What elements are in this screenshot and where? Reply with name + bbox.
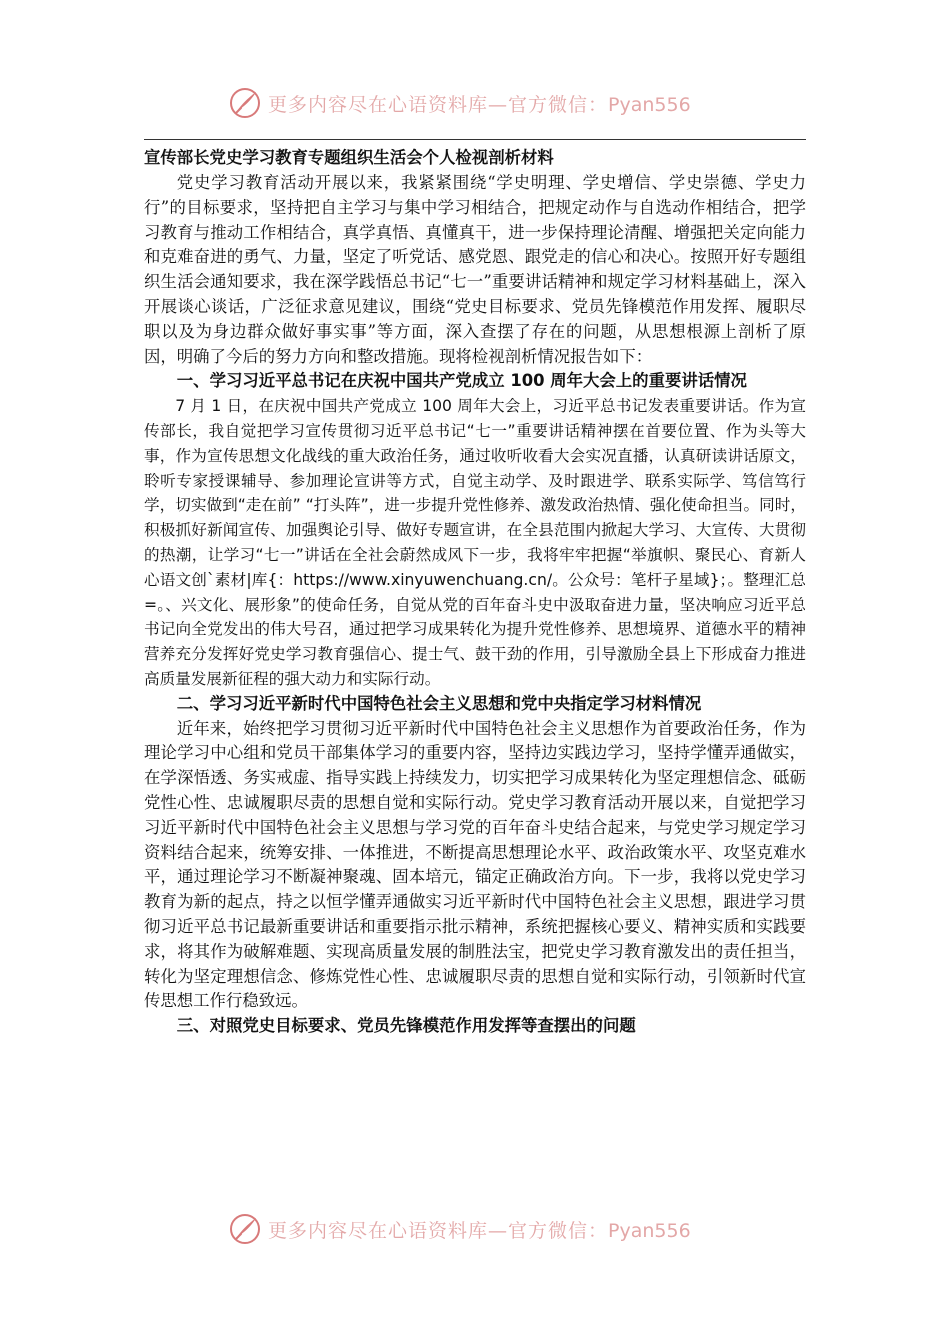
document-title: 宣传部长党史学习教育专题组织生活会个人检视剖析材料 [144,148,554,167]
document-body [144,145,806,1039]
banner-text: 更多内容尽在心语资料库—官方微信：Pyan556 [268,1219,691,1242]
section1-paragraph: 7 月 1 日，在庆祝中国共产党成立 100 周年大会上，习近平总书记发表重要讲话。作为宣传部长，我自觉把学习宣传贯彻习近平总书记“七一”重要讲话精神摆在首要位置、作为头等大事，作为宣传思想文化战线的重大政治任务，通过收听收看大会实况直播，认真研读讲话原文，聆听专家授课辅导、参加理论宣讲等方式，自觉主动学、及时跟进学、联系实际学、笃信笃行学，切实做到“走在前” “打头阵”，进一步提升党性修养、激发政治热情、强化使命担当。同时，积极抓好新闻宣传、加强舆论引导、做好专题宣讲，在全县范围内掀起大学习、大宣传、大贯彻的热潮，让学习“七一”讲话在全社会蔚然成风下一步，我将牢牢把握“举旗帜、聚民心、育新人心语文创`素材|库{：https://www.xinyuwenchuang.cn/。公众号：笔杆子星域}；。整理汇总=。、兴文化、展形象”的使命任务，自觉从党的百年奋斗史中汲取奋进力量，坚决响应习近平总书记向全党发出的伟大号召，通过把学习成果转化为提升党性修养、思想境界、道德水平的精神营养充分发挥好党史学习教育强信心、提士气、鼓干劲的作用，引导激励全县上下形成奋力推进高质量发展新征程的强大动力和实际行动。 [144,397,806,688]
quill-pen-icon [228,86,262,120]
section2-heading: 二、学习习近平新时代中国特色社会主义思想和党中央指定学习材料情况 [176,693,702,713]
quill-pen-icon [228,1212,262,1246]
section1-heading: 一、学习习近平总书记在庆祝中国共产党成立 100 周年大会上的重要讲话情况 [176,371,747,391]
intro-paragraph: 党史学习教育活动开展以来，我紧紧围绕“学史明理、学史增信、学史崇德、学史力行”的目标要求，坚持把自主学习与集中学习相结合，把规定动作与自选动作相结合，把学习教育与推动工作相结合，真学真悟、真懂真干，进一步保持理论清醒、增强把关定向能力和克难奋进的勇气、力量，坚定了听党话、感党恩、跟党走的信心和决心。按照开好专题组织生活会通知要求，我在深学践悟总书记“七一”重要讲话精神和规定学习材料基础上，深入开展谈心谈话，广泛征求意见建议，围绕“党史目标要求、党员先锋模范作用发挥、履职尽职以及为身边群众做好事实事”等方面，深入查摆了存在的问题，从思想根源上剖析了原因，明确了今后的努力方向和整改措施。现将检视剖析情况报告如下： [144,173,806,366]
footer-banner [0,1206,950,1252]
section2-paragraph: 近年来，始终把学习贯彻习近平新时代中国特色社会主义思想作为首要政治任务，作为理论学习中心组和党员干部集体学习的重要内容，坚持边实践边学习，坚持学懂弄通做实，在学深悟透、务实戒虚、指导实践上持续发力，切实把学习成果转化为坚定理想信念、砥砺党性心性、忠诚履职尽责的思想自觉和实际行动。党史学习教育活动开展以来，自觉把学习习近平新时代中国特色社会主义思想与学习党的百年奋斗史结合起来，与党史学习规定学习资料结合起来，统筹安排、一体推进，不断提高思想理论水平、政治政策水平、攻坚克难水平，通过理论学习不断凝神聚魂、固本培元，锚定正确政治方向。下一步，我将以党史学习教育为新的起点，持之以恒学懂弄通做实习近平新时代中国特色社会主义思想，跟进学习贯彻习近平总书记最新重要讲话和重要指示批示精神，系统把握核心要义、精神实质和实践要求，将其作为破解难题、实现高质量发展的制胜法宝，把党史学习教育激发出的责任担当，转化为坚定理想信念、修炼党性心性、忠诚履职尽责的思想自觉和实际行动，引领新时代宣传思想工作行稳致远。 [144,718,806,1011]
header-banner [0,80,950,126]
banner-text: 更多内容尽在心语资料库—官方微信：Pyan556 [268,93,691,116]
section3-heading: 三、对照党史目标要求、党员先锋模范作用发挥等查摆出的问题 [176,1016,636,1036]
header-rule [144,139,806,140]
